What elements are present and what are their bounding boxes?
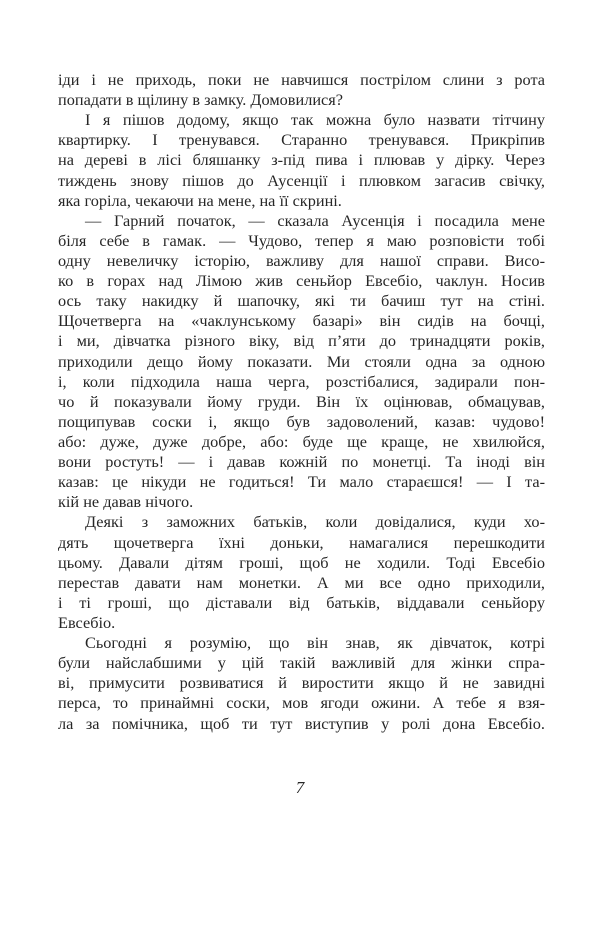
text-line: Щочетверга на «чаклунському базарі» він сидів на бочці, xyxy=(58,311,545,331)
text-line: І я пішов додому, якщо так можна було назвати тітчину xyxy=(85,110,545,130)
text-line: ко в горах над Лімою жив сеньйор Евсебіо, чаклун. Носив xyxy=(58,271,545,291)
text-line: і ті гроші, що діставали від батьків, віддавали сеньйору xyxy=(58,592,545,612)
text-line: перса, то принаймні соски, мов ягоди ожини. А тебе я взя- xyxy=(58,693,545,713)
text-line: ось таку накидку й шапочку, які ти бачиш тут на стіні. xyxy=(58,291,545,311)
text-line: яка горіла, чекаючи на мене, на її скрині. xyxy=(58,190,342,210)
text-line: Сьогодні я розумію, що він знав, як дівчаток, котрі xyxy=(85,633,545,653)
text-line: — Гарний початок, — сказала Аусенція і посадила мене xyxy=(85,210,545,230)
text-line: Деякі з заможних батьків, коли довідалися, куди хо- xyxy=(85,512,545,532)
text-line: біля себе в гамак. — Чудово, тепер я маю розповісти тобі xyxy=(58,230,545,250)
body-text xyxy=(58,70,545,734)
text-line: казав: це нікуди не годиться! Ти мало стараєшся! — І та- xyxy=(58,472,545,492)
text-line: чо й показували йому груди. Він їх оцінював, обмацував, xyxy=(58,391,545,411)
text-line: і ми, дівчатка різного віку, від п’яти до тринадцяти років, xyxy=(58,331,545,351)
text-line: квартирку. І тренувався. Старанно тренувався. Прикріпив xyxy=(58,130,545,150)
text-line: або: дуже, дуже добре, або: буде ще краще, не хвилюйся, xyxy=(58,431,545,451)
text-line: тиждень знову пішов до Аусенції і плювком загасив свічку, xyxy=(58,170,545,190)
text-line: на дереві в лісі бляшанку з-під пива і плював у дірку. Через xyxy=(58,150,545,170)
text-line: були найслабшими у цій такій важливій для жінки спра- xyxy=(58,653,545,673)
text-line: ла за помічника, щоб ти тут виступив у ролі дона Евсебіо. xyxy=(58,713,545,733)
text-line: перестав давати нам монетки. А ми все одно приходили, xyxy=(58,572,545,592)
page-number: 7 xyxy=(295,778,305,797)
text-line: іди і не приходь, поки не навчишся пострілом слини з рота xyxy=(58,70,545,89)
text-line: вони ростуть! — і давав кожній по монетці. Та іноді він xyxy=(58,452,545,472)
text-line: Евсебіо. xyxy=(58,612,116,632)
text-line: попадати в щілину в замку. Домовилися? xyxy=(58,90,343,110)
text-line: кій не давав нічого. xyxy=(58,492,194,512)
text-line: приходили дещо йому показати. Ми стояли одна за одною xyxy=(58,351,545,371)
text-line: цьому. Давали дітям гроші, щоб не ходили. Тоді Евсебіо xyxy=(58,552,545,572)
text-line: дять щочетверга їхні доньки, намагалися перешкодити xyxy=(58,532,545,552)
text-line: ві, примусити розвиватися й виростити якщо й не завидні xyxy=(58,673,545,693)
text-line: і, коли підходила наша черга, розстібалися, задирали пон- xyxy=(58,371,545,391)
text-line: пощипував соски і, якщо був задоволений, казав: чудово! xyxy=(58,411,545,431)
text-line: одну невеличку історію, важливу для нашої справи. Висо- xyxy=(58,250,545,270)
